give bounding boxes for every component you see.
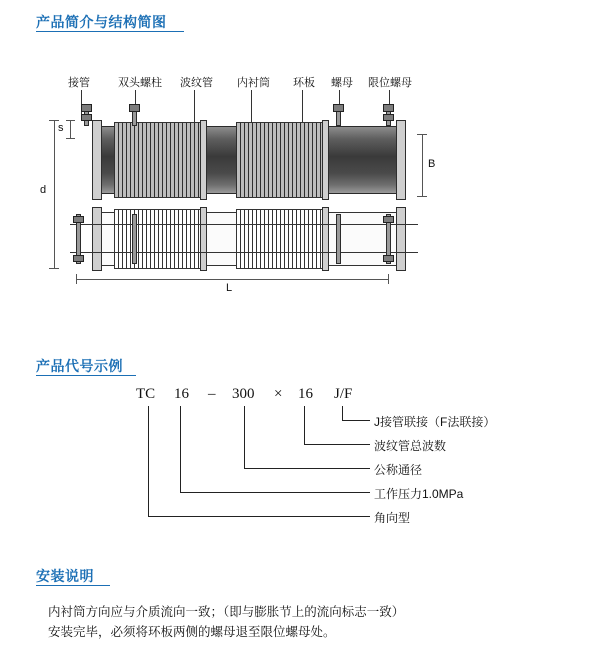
callout-label-bowenguan: 波纹管: [180, 77, 213, 89]
dim-tick-d-bottom: [49, 268, 59, 269]
code-leader-h-diameter: [244, 468, 370, 469]
code-leader-v-joint: [342, 406, 343, 420]
lower-nut-left: [73, 216, 84, 223]
lower-flange-left: [92, 207, 102, 271]
dim-label-B: B: [428, 158, 436, 170]
lower-bellow-left: [114, 209, 200, 269]
dim-line-d: [54, 120, 55, 268]
callout-label-luomu: 螺母: [331, 77, 353, 89]
dim-tick-B-top: [417, 134, 427, 135]
code-token-joint: J/F: [334, 386, 353, 402]
upper-bellow-right: [236, 122, 322, 198]
section-rule-code: [36, 375, 136, 376]
nut-top-left-2: [129, 104, 140, 112]
dim-line-L: [76, 279, 388, 280]
lower-nut-right-2: [383, 255, 394, 262]
nut-top-right: [333, 104, 344, 112]
nut-top-right-2: [383, 104, 394, 112]
section-title-structure: 产品简介与结构简图: [36, 14, 167, 30]
product-code-diagram: [40, 382, 560, 542]
tie-rod-upper: [70, 224, 418, 225]
lower-nut-right: [383, 216, 394, 223]
limit-nut-left: [81, 114, 92, 121]
upper-flange-right: [396, 120, 406, 200]
code-leader-v-pressure: [180, 406, 181, 492]
lower-flange-right: [396, 207, 406, 271]
code-token-dash: –: [208, 386, 216, 402]
upper-ring-plate: [200, 120, 207, 200]
code-desc-pressure: 工作压力1.0MPa: [374, 487, 464, 501]
section-rule-structure: [36, 31, 184, 32]
code-leader-h-waves: [304, 444, 370, 445]
code-leader-v-series: [148, 406, 149, 516]
structure-drawing: [40, 64, 560, 294]
lower-bellow-right: [236, 209, 322, 269]
callout-label-neichentong: 内衬筒: [237, 77, 270, 89]
leader-line-5: [302, 90, 303, 122]
upper-flange-left: [92, 120, 102, 200]
dim-tick-d-top: [49, 120, 59, 121]
section-rule-install: [36, 585, 110, 586]
limit-nut-right: [383, 114, 394, 121]
code-leader-v-waves: [304, 406, 305, 444]
upper-bellow-left: [114, 122, 200, 198]
code-desc-series: 角向型: [374, 511, 411, 525]
lower-nut-left-2: [73, 255, 84, 262]
dim-line-B: [422, 134, 423, 196]
dim-tick-L-right: [388, 274, 389, 284]
lower-ring-plate: [200, 207, 207, 271]
code-token-pressure: 16: [174, 386, 189, 402]
code-leader-v-diameter: [244, 406, 245, 468]
tie-rod-lower: [70, 252, 418, 253]
code-leader-h-joint: [342, 420, 370, 421]
dim-tick-B-bottom: [417, 196, 427, 197]
dim-label-s: s: [58, 122, 64, 134]
code-leader-h-pressure: [180, 492, 370, 493]
leader-line-3: [194, 90, 195, 126]
callout-label-jieguan: 接管: [68, 77, 90, 89]
section-title-install: 安装说明: [36, 568, 94, 584]
code-token-series: TC: [136, 386, 156, 402]
callout-label-huanban: 环板: [293, 77, 315, 89]
section-title-code: 产品代号示例: [36, 358, 123, 374]
lower-stud-right: [336, 214, 341, 264]
install-note-line-1: 内衬筒方向应与介质流向一致；（即与膨胀节上的流向标志一致）: [48, 605, 405, 619]
code-desc-diameter: 公称通径: [374, 463, 423, 477]
lower-ring-plate-2: [322, 207, 329, 271]
dim-label-d: d: [40, 184, 47, 196]
dim-tick-s-bottom: [66, 138, 75, 139]
callout-label-shuangtou: 双头螺柱: [118, 77, 162, 89]
code-token-waves: 16: [298, 386, 313, 402]
dim-label-L: L: [226, 282, 233, 294]
upper-ring-plate-2: [322, 120, 329, 200]
code-desc-joint: J接管联接（F法联接）: [374, 415, 496, 429]
callout-label-xianweiluomu: 限位螺母: [368, 77, 412, 89]
lower-stud-left-2: [132, 214, 137, 264]
code-token-times: ×: [274, 386, 283, 402]
install-note-line-2: 安装完毕，必须将环板两侧的螺母退至限位螺母处。: [48, 625, 336, 639]
dim-tick-s-top: [66, 120, 75, 121]
dim-line-s: [70, 120, 71, 138]
nut-top-left: [81, 104, 92, 112]
code-token-diameter: 300: [232, 386, 255, 402]
code-leader-h-series: [148, 516, 370, 517]
dim-tick-L-left: [76, 274, 77, 284]
code-desc-waves: 波纹管总波数: [374, 439, 447, 453]
